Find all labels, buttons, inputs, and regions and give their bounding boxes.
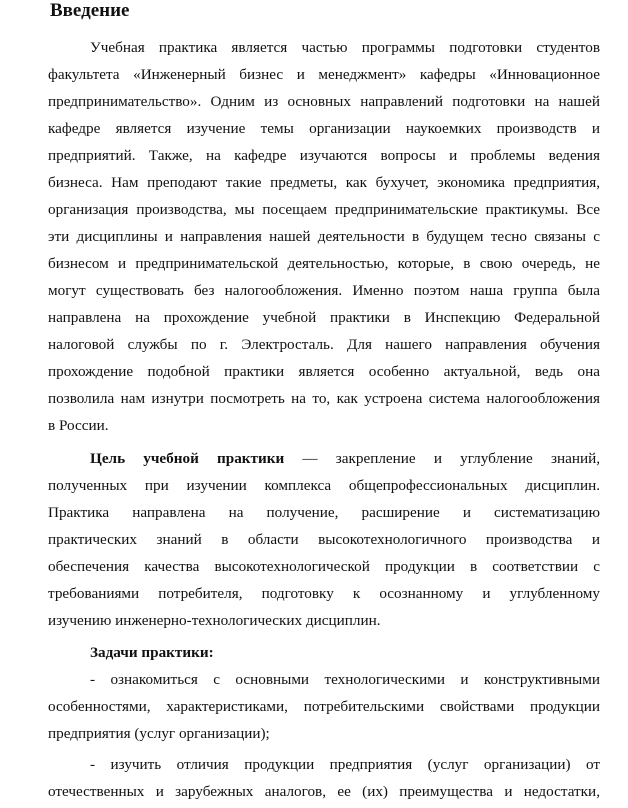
task-line: отечественных и зарубежных аналогов, ее (их) преимущества и недостатки, [48, 783, 600, 800]
paragraph-line: кафедре является изучение темы организации наукоемких производств и [48, 120, 600, 137]
paragraph-line: практических знаний в области высокотехнологичного производства и [48, 531, 600, 548]
paragraph-line: требованиями потребителя, подготовку к осознанному и углубленному [48, 585, 600, 602]
paragraph-line: могут существовать без налогообложения. Именно поэтом наша группа была [48, 282, 600, 299]
goal-text: — закрепление и углубление знаний, [284, 450, 600, 467]
paragraph-line: организация производства, мы посещаем предпринимательские практикумы. Все [48, 201, 600, 218]
goal-label: Цель учебной практики [90, 450, 285, 467]
task-line: особенностями, характеристиками, потребительскими свойствами продукции [48, 698, 600, 715]
paragraph-line: позволила нам изнутри посмотреть на то, как устроена система налогообложения [48, 390, 600, 407]
task-line: - изучить отличия продукции предприятия (услуг организации) от [90, 756, 600, 773]
paragraph-line: бизнесом и предпринимательской деятельностью, которые, в свою очередь, не [48, 255, 600, 272]
paragraph-line: Практика направлена на получение, расширение и систематизацию [48, 504, 600, 521]
paragraph-line: факультета «Инженерный бизнес и менеджмент» кафедры «Инновационное [48, 66, 600, 83]
page-title: Введение [50, 0, 130, 21]
paragraph-line: обеспечения качества высокотехнологической продукции в соответствии с [48, 558, 600, 575]
paragraph-line: в России. [48, 417, 109, 434]
task-line: - ознакомиться с основными технологическими и конструктивными [90, 671, 600, 688]
paragraph-line: эти дисциплины и направления нашей деятельности в будущем тесно связаны с [48, 228, 600, 245]
paragraph-line: Учебная практика является частью программы подготовки студентов [90, 39, 600, 56]
paragraph-line: бизнеса. Нам преподают такие предметы, как бухучет, экономика предприятия, [48, 174, 600, 191]
task-line: предприятия (услуг организации); [48, 725, 270, 742]
paragraph-line: направлена на прохождение учебной практики в Инспекцию Федеральной [48, 309, 600, 326]
paragraph-line: налоговой службы по г. Электросталь. Для нашего направления обучения [48, 336, 600, 353]
tasks-heading: Задачи практики: [90, 644, 214, 661]
goal-first-line [90, 446, 600, 472]
paragraph-line: предприятий. Также, на кафедре изучаются вопросы и проблемы ведения [48, 147, 600, 164]
paragraph-line: изучению инженерно-технологических дисциплин. [48, 612, 381, 629]
paragraph-line: прохождение подобной практики является особенно актуальной, ведь она [48, 363, 600, 380]
paragraph-line: предпринимательство». Одним из основных направлений подготовки на нашей [48, 93, 600, 110]
paragraph-line: полученных при изучении комплекса общепрофессиональных дисциплин. [48, 477, 600, 494]
